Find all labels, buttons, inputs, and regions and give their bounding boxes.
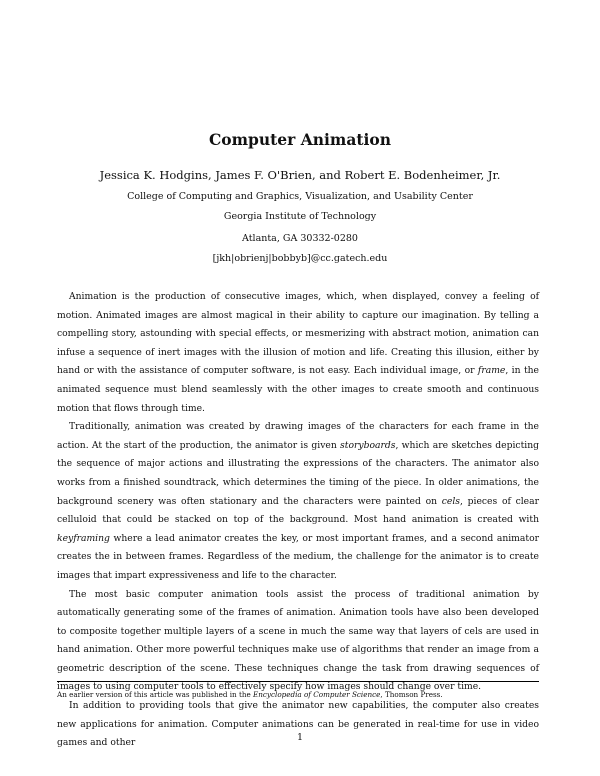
affiliation-email: [jkh|obrienj|bobbyb]@cc.gatech.edu [212,253,388,264]
paragraph-3: The most basic computer animation tools assist the process of traditional animation by automatically generating some of the frames of animation. Animation tools have also been developed to composite together multiple layers of a scene in much the same way that layers of cels are used in hand animation. Other more powerful techniques make use of algorithms that render an image from a geometric description of the scene. These techniques change the task from drawing sequences of images to using computer tools to effectively specify how images should change over time. [57,588,539,693]
affiliation-department: College of Computing and Graphics, Visualization, and Usability Center [127,191,473,202]
paper-body [57,288,539,753]
page-number: 1 [296,732,304,743]
author-list: Jessica K. Hodgins, James F. O'Brien, and Robert E. Bodenheimer, Jr. [99,168,501,182]
footnote: An earlier version of this article was published in the Encyclopedia of Computer Science, Thomson Press. [57,690,443,699]
paragraph-2: Traditionally, animation was created by drawing images of the characters for each frame in the action. At the start of the production, the animator is given storyboards, which are sketches depicting the sequence of major actions and illustrating the expressions of the characters. The animator also works from a finished soundtrack, which determines the timing of the piece. In older animations, the background scenery was often stationary and the characters were painted on cels, pieces of clear celluloid that could be stacked on top of the background. Most hand animation is created with keyframing where a lead animator creates the key, or most important frames, and a second animator creates the in between frames. Regardless of the medium, the challenge for the animator is to create images that impart expressiveness and life to the character. [57,421,540,581]
paragraph-1: Animation is the production of consecutive images, which, when displayed, convey a feeling of motion. Animated images are almost magical in their ability to capture our imagination. By telling a compelling story, astounding with special effects, or mesmerizing with abstract motion, animation can infuse a sequence of inert images with the illusion of motion and life. Creating this illusion, either by hand or with the assistance of computer software, is not easy. Each individual image, or frame, in the animated sequence must blend seamlessly with the other images to create smooth and continuous motion that flows through time. [57,291,539,414]
footnote-divider [57,681,539,682]
paper-title: Computer Animation [208,130,392,149]
paragraph-4: In addition to providing tools that give the animator new capabilities, the computer also creates new applications for animation. Computer animations can be generated in real-time for use in video games and other [57,700,539,749]
affiliation-address: Atlanta, GA 30332-0280 [242,233,358,244]
affiliation-institution: Georgia Institute of Technology [223,211,377,222]
